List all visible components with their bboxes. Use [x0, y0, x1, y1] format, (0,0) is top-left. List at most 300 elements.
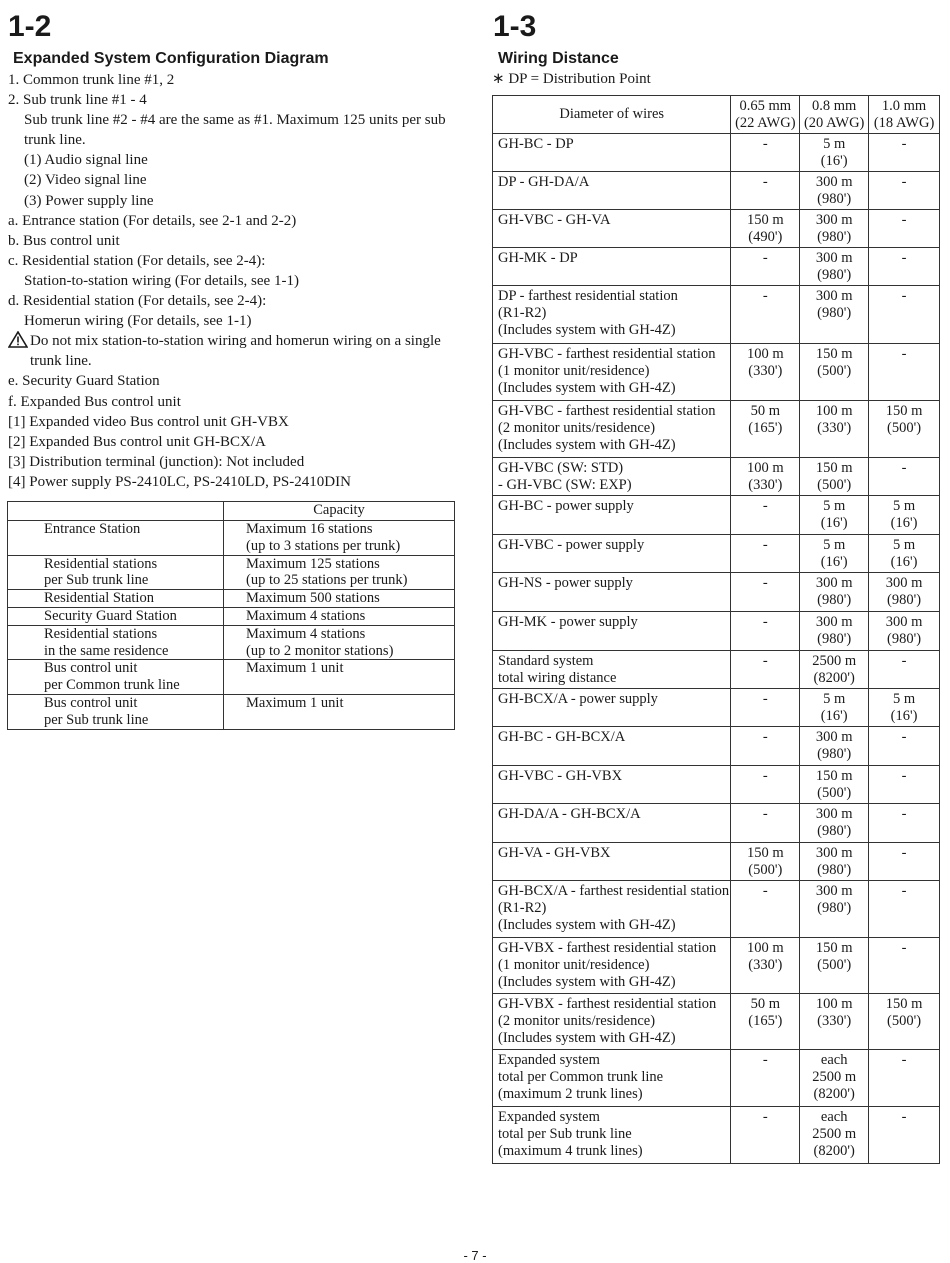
- wire-row: [493, 248, 940, 286]
- capacity-item: [8, 607, 224, 625]
- wire-row: [493, 1050, 940, 1107]
- wire-distance: [869, 651, 940, 689]
- capacity-value-line: (up to 25 stations per trunk): [246, 572, 408, 589]
- wire-distance-line: -: [762, 1052, 768, 1068]
- capacity-value-line: Maximum 4 stations: [246, 607, 366, 624]
- capacity-row: [8, 625, 455, 660]
- wire-route-line: GH-BC - power supply: [498, 498, 634, 514]
- wire-row: [493, 881, 940, 938]
- wire-row: [493, 344, 940, 401]
- wire-distance-line: (980'): [817, 190, 852, 207]
- wire-distance-line: (980'): [817, 228, 852, 245]
- wire-header-diameter: Diameter of wires: [493, 96, 731, 134]
- wire-row: [493, 994, 940, 1050]
- wire-distance: [731, 612, 800, 651]
- wire-route-line: GH-VBC - farthest residential station: [498, 346, 716, 362]
- wire-route-line: GH-BCX/A - power supply: [498, 691, 658, 707]
- wire-row: [493, 651, 940, 689]
- wire-distance-line: 150 m: [815, 460, 853, 476]
- wire-distance-line: 150 m: [885, 996, 923, 1012]
- wire-distance: [731, 496, 800, 535]
- wire-distance-line: 5 m: [823, 498, 846, 514]
- wire-distance-line: -: [901, 212, 907, 228]
- wire-distance-line: 100 m: [746, 940, 784, 956]
- capacity-item-line: per Common trunk line: [44, 677, 180, 694]
- wire-distance-line: 5 m: [892, 537, 916, 553]
- wire-distance: [731, 727, 800, 766]
- section-number-1-2: 1-2: [8, 10, 52, 43]
- wire-distance-line: (500'): [817, 956, 852, 973]
- wire-distance: [731, 843, 800, 881]
- wire-distance: [731, 804, 800, 843]
- wire-distance: [731, 210, 800, 248]
- wire-distance: [869, 248, 940, 286]
- wire-distance: [731, 651, 800, 689]
- wire-distance: [800, 535, 869, 573]
- wire-route-line: (Includes system with GH-4Z): [498, 436, 676, 453]
- wire-route-line: GH-VBC (SW: STD): [498, 460, 624, 476]
- wire-header-line: 0.8 mm: [812, 97, 857, 114]
- wire-distance: [800, 172, 869, 210]
- wire-distance-line: (165'): [748, 1012, 783, 1029]
- wire-distance: [731, 172, 800, 210]
- wire-distance-line: -: [901, 653, 907, 669]
- wire-distance: [869, 286, 940, 344]
- wire-distance: [731, 573, 800, 612]
- wire-distance: [869, 727, 940, 766]
- wire-distance: [869, 1050, 940, 1107]
- wire-route-line: DP - GH-DA/A: [498, 174, 590, 190]
- wire-route: [493, 1107, 731, 1164]
- wire-route-line: (R1-R2): [498, 899, 547, 916]
- capacity-table: [7, 501, 455, 730]
- wire-distance-line: 150 m: [815, 346, 853, 362]
- wire-distance: [800, 573, 869, 612]
- wire-distance-line: -: [762, 136, 768, 152]
- wire-distance: [869, 496, 940, 535]
- wire-route: [493, 172, 731, 210]
- wire-distance-line: (8200'): [813, 669, 855, 686]
- wire-distance: [800, 248, 869, 286]
- wire-route: [493, 727, 731, 766]
- wire-distance: [869, 573, 940, 612]
- wire-distance-line: 300 m: [815, 806, 853, 822]
- wire-distance: [800, 210, 869, 248]
- wiring-distance-table: [492, 95, 940, 1164]
- wire-header-line: (20 AWG): [803, 114, 865, 131]
- wire-distance-line: (330'): [817, 419, 852, 436]
- wire-distance: [869, 134, 940, 172]
- wire-distance: [869, 210, 940, 248]
- capacity-value-line: Maximum 1 unit: [246, 694, 344, 711]
- capacity-value-line: Maximum 4 stations: [246, 625, 366, 642]
- capacity-row: [8, 590, 455, 608]
- wire-route-line: GH-VBX - farthest residential station: [498, 996, 717, 1012]
- wire-distance-line: -: [901, 845, 907, 861]
- capacity-value-line: Maximum 125 stations: [246, 555, 380, 572]
- wire-distance-line: 300 m: [815, 614, 853, 630]
- wire-distance-line: 2500 m: [812, 653, 857, 669]
- wire-route: [493, 401, 731, 458]
- wire-distance-line: -: [901, 460, 907, 476]
- wire-distance: [731, 689, 800, 727]
- wire-distance-line: (980'): [817, 861, 852, 878]
- wire-distance-line: 2500 m: [812, 1068, 857, 1085]
- wire-row: [493, 134, 940, 172]
- wire-route: [493, 248, 731, 286]
- wire-route-line: (Includes system with GH-4Z): [498, 1029, 676, 1046]
- wire-route-line: (1 monitor unit/residence): [498, 956, 650, 973]
- wire-route: [493, 458, 731, 496]
- wire-route: [493, 881, 731, 938]
- capacity-row: [8, 607, 455, 625]
- legend-item: [3] Distribution terminal (junction): Not included: [8, 453, 305, 470]
- wire-distance: [869, 766, 940, 804]
- wire-header-gauge: [800, 96, 869, 134]
- capacity-item-line: Entrance Station: [44, 521, 141, 537]
- legend-item: (2) Video signal line: [24, 172, 147, 189]
- wire-row: [493, 401, 940, 458]
- wire-distance-line: 150 m: [815, 940, 853, 956]
- page-number: - 7 -: [463, 1248, 487, 1263]
- wire-distance: [800, 938, 869, 994]
- section-title-wiring: Wiring Distance: [498, 50, 619, 67]
- wire-distance-line: 300 m: [815, 174, 853, 190]
- wire-distance-line: -: [762, 498, 768, 514]
- wire-distance: [731, 458, 800, 496]
- wire-distance-line: 5 m: [823, 537, 846, 553]
- wire-distance: [731, 401, 800, 458]
- wire-distance: [800, 881, 869, 938]
- dp-note: ∗ DP = Distribution Point: [492, 71, 651, 87]
- wire-route: [493, 994, 731, 1050]
- wire-distance: [731, 248, 800, 286]
- wire-distance: [731, 881, 800, 938]
- wire-distance: [869, 401, 940, 458]
- capacity-header: Capacity: [224, 502, 455, 521]
- capacity-value: [224, 625, 455, 660]
- wire-distance: [731, 1107, 800, 1164]
- wire-distance-line: (980'): [817, 899, 852, 916]
- wire-distance-line: (330'): [748, 362, 783, 379]
- wire-distance-line: 300 m: [815, 883, 853, 899]
- wire-distance-line: (16'): [890, 514, 918, 531]
- legend-item: e. Security Guard Station: [8, 373, 160, 390]
- section-number-1-3: 1-3: [493, 10, 537, 43]
- wire-distance-line: 300 m: [885, 614, 923, 630]
- wire-row: [493, 804, 940, 843]
- legend-item: Homerun wiring (For details, see 1-1): [24, 313, 252, 330]
- wire-distance-line: -: [762, 691, 768, 707]
- wire-row: [493, 727, 940, 766]
- wire-distance-line: -: [901, 1109, 907, 1125]
- wire-distance-line: (500'): [817, 362, 852, 379]
- wire-route: [493, 573, 731, 612]
- configuration-legend: [8, 70, 458, 492]
- wire-distance-line: (8200'): [813, 1085, 855, 1102]
- wire-row: [493, 496, 940, 535]
- wire-row: [493, 573, 940, 612]
- wire-distance-line: 50 m: [750, 996, 780, 1012]
- legend-item: f. Expanded Bus control unit: [8, 393, 181, 410]
- legend-item: [2] Expanded Bus control unit GH-BCX/A: [8, 433, 266, 450]
- wire-route-line: GH-VBC - GH-VBX: [498, 768, 623, 784]
- wire-row: [493, 172, 940, 210]
- wire-route-line: total per Sub trunk line: [498, 1125, 632, 1142]
- wire-route: [493, 938, 731, 994]
- wire-distance: [731, 994, 800, 1050]
- wire-route-line: - GH-VBC (SW: EXP): [498, 476, 632, 493]
- wire-distance-line: 100 m: [815, 996, 853, 1012]
- wire-distance-line: (980'): [817, 745, 852, 762]
- wire-distance-line: (500'): [748, 861, 783, 878]
- wire-distance: [731, 766, 800, 804]
- capacity-item-line: Residential stations: [44, 625, 158, 642]
- wire-distance-line: -: [901, 136, 907, 152]
- wire-distance-line: -: [901, 174, 907, 190]
- wire-route: [493, 134, 731, 172]
- wire-header-gauge: [869, 96, 940, 134]
- wire-route-line: GH-VA - GH-VBX: [498, 845, 611, 861]
- legend-item: d. Residential station (For details, see 2-4):: [8, 293, 267, 310]
- capacity-value-line: (up to 3 stations per trunk): [246, 537, 401, 554]
- wire-distance: [800, 401, 869, 458]
- wire-route-line: Expanded system: [498, 1052, 600, 1068]
- wire-route: [493, 766, 731, 804]
- legend-item: [4] Power supply PS-2410LC, PS-2410LD, PS-2410DIN: [8, 473, 351, 490]
- wire-distance: [869, 994, 940, 1050]
- wire-distance-line: 2500 m: [812, 1125, 857, 1142]
- wire-distance: [800, 1050, 869, 1107]
- wire-distance-line: -: [901, 729, 907, 745]
- wire-route: [493, 689, 731, 727]
- wire-row: [493, 210, 940, 248]
- wire-distance-line: 5 m: [823, 691, 846, 707]
- wire-distance: [800, 804, 869, 843]
- capacity-item-line: Residential Station: [44, 590, 154, 607]
- wire-route: [493, 651, 731, 689]
- capacity-value-line: Maximum 500 stations: [246, 590, 380, 607]
- wire-distance: [800, 689, 869, 727]
- wire-distance: [869, 843, 940, 881]
- wire-distance-line: 100 m: [746, 460, 784, 476]
- capacity-header-blank: [8, 502, 224, 521]
- wire-row: [493, 843, 940, 881]
- wire-distance: [800, 843, 869, 881]
- wire-distance-line: 150 m: [746, 212, 784, 228]
- wire-route-line: GH-BCX/A - farthest residential station: [498, 883, 730, 899]
- wire-distance-line: -: [901, 346, 907, 362]
- warning-note: [8, 331, 458, 371]
- wire-distance-line: (500'): [817, 476, 852, 493]
- wire-distance-line: -: [762, 768, 768, 784]
- wire-distance-line: each: [820, 1109, 848, 1125]
- wire-distance-line: each: [820, 1052, 848, 1068]
- wire-route-line: DP - farthest residential station: [498, 288, 678, 304]
- capacity-item-line: Bus control unit: [44, 694, 138, 711]
- capacity-row: [8, 660, 455, 695]
- wire-distance: [731, 1050, 800, 1107]
- wire-route: [493, 843, 731, 881]
- legend-item: Station-to-station wiring (For details, see 1-1): [24, 272, 299, 289]
- wire-route: [493, 612, 731, 651]
- wire-route-line: GH-MK - DP: [498, 250, 578, 266]
- wire-distance: [869, 1107, 940, 1164]
- capacity-item: [8, 590, 224, 608]
- wire-distance-line: -: [901, 1052, 907, 1068]
- wire-distance: [800, 727, 869, 766]
- capacity-value: [224, 607, 455, 625]
- wire-distance: [869, 881, 940, 938]
- wire-distance: [800, 496, 869, 535]
- wire-distance: [800, 651, 869, 689]
- capacity-item: [8, 555, 224, 590]
- wire-distance-line: -: [901, 250, 907, 266]
- wire-distance: [869, 458, 940, 496]
- wire-route: [493, 210, 731, 248]
- wire-route-line: GH-NS - power supply: [498, 575, 633, 591]
- wire-distance-line: (980'): [887, 591, 922, 608]
- wire-distance: [731, 134, 800, 172]
- wire-distance-line: (980'): [817, 630, 852, 647]
- wire-distance-line: -: [901, 883, 907, 899]
- legend-item: b. Bus control unit: [8, 232, 120, 249]
- capacity-value-line: (up to 2 monitor stations): [246, 642, 394, 659]
- wire-distance-line: (330'): [817, 1012, 852, 1029]
- wire-distance: [800, 994, 869, 1050]
- wire-route-line: GH-BC - GH-BCX/A: [498, 729, 626, 745]
- capacity-value: [224, 694, 455, 729]
- wire-route-line: total per Common trunk line: [498, 1068, 664, 1085]
- wire-distance: [869, 172, 940, 210]
- capacity-item-line: Bus control unit: [44, 660, 138, 677]
- wire-distance-line: -: [762, 1109, 768, 1125]
- wire-route-line: total wiring distance: [498, 669, 617, 686]
- wire-distance-line: -: [762, 174, 768, 190]
- wire-distance-line: -: [762, 575, 768, 591]
- wire-row: [493, 766, 940, 804]
- legend-item: a. Entrance station (For details, see 2-1 and 2-2): [8, 212, 297, 229]
- wire-distance: [800, 612, 869, 651]
- wire-distance: [800, 134, 869, 172]
- wire-distance-line: 50 m: [750, 403, 780, 419]
- legend-item: 2. Sub trunk line #1 - 4: [8, 92, 147, 109]
- wire-distance-line: (500'): [817, 784, 852, 801]
- wire-route: [493, 496, 731, 535]
- wire-row: [493, 689, 940, 727]
- capacity-value-line: Maximum 1 unit: [246, 660, 344, 677]
- legend-item: c. Residential station (For details, see 2-4):: [8, 252, 266, 269]
- wire-distance-line: -: [901, 288, 907, 304]
- wire-distance-line: -: [762, 653, 768, 669]
- capacity-value: [224, 660, 455, 695]
- wire-distance: [731, 344, 800, 401]
- wire-distance: [869, 612, 940, 651]
- legend-item: Sub trunk line #2 - #4 are the same as #1. Maximum 125 units per sub trunk line.: [24, 112, 450, 149]
- wire-distance-line: (980'): [817, 591, 852, 608]
- wire-row: [493, 535, 940, 573]
- wire-route: [493, 1050, 731, 1107]
- wire-distance: [731, 938, 800, 994]
- capacity-item-line: per Sub trunk line: [44, 572, 149, 589]
- wire-route-line: (Includes system with GH-4Z): [498, 973, 676, 990]
- capacity-item-line: Security Guard Station: [44, 607, 177, 624]
- wire-route: [493, 286, 731, 344]
- wire-route-line: (2 monitor units/residence): [498, 1012, 656, 1029]
- wire-row: [493, 286, 940, 344]
- wire-distance-line: 300 m: [815, 212, 853, 228]
- wire-header-gauge: [731, 96, 800, 134]
- wire-distance-line: -: [901, 806, 907, 822]
- wire-route-line: (Includes system with GH-4Z): [498, 379, 676, 396]
- wire-distance-line: 150 m: [815, 768, 853, 784]
- wire-distance-line: 300 m: [815, 288, 853, 304]
- capacity-value: [224, 555, 455, 590]
- wire-distance-line: -: [762, 614, 768, 630]
- wire-distance-line: 5 m: [892, 691, 916, 707]
- wire-header-line: (22 AWG): [735, 114, 796, 131]
- wire-distance: [869, 689, 940, 727]
- legend-item: [1] Expanded video Bus control unit GH-VBX: [8, 413, 289, 430]
- capacity-item-line: in the same residence: [44, 642, 169, 659]
- wire-distance-line: (980'): [817, 822, 852, 839]
- wire-header-line: 1.0 mm: [881, 97, 927, 114]
- wire-distance: [869, 938, 940, 994]
- wire-distance-line: (16'): [820, 553, 848, 570]
- capacity-row: [8, 521, 455, 556]
- legend-item: 1. Common trunk line #1, 2: [8, 72, 175, 88]
- wire-distance-line: (980'): [887, 630, 922, 647]
- wire-route-line: GH-VBX - farthest residential station: [498, 940, 717, 956]
- wire-row: [493, 612, 940, 651]
- wire-distance-line: 300 m: [815, 845, 853, 861]
- wire-distance-line: (165'): [748, 419, 783, 436]
- wire-distance-line: (500'): [887, 419, 922, 436]
- wire-route-line: Expanded system: [498, 1109, 600, 1125]
- wire-distance: [869, 804, 940, 843]
- capacity-value: [224, 590, 455, 608]
- wire-route-line: (R1-R2): [498, 304, 547, 321]
- wire-route-line: GH-VBC - GH-VA: [498, 212, 611, 228]
- wire-distance-line: 300 m: [885, 575, 923, 591]
- wire-row: [493, 458, 940, 496]
- capacity-value: [224, 521, 455, 556]
- wire-distance-line: 150 m: [746, 845, 784, 861]
- wire-distance: [731, 286, 800, 344]
- capacity-row: [8, 555, 455, 590]
- capacity-item-line: per Sub trunk line: [44, 711, 149, 728]
- wire-header-line: 0.65 mm: [739, 97, 792, 114]
- wire-distance-line: (16'): [890, 553, 918, 570]
- wire-distance-line: 300 m: [815, 575, 853, 591]
- wire-distance-line: (16'): [890, 707, 918, 724]
- wire-distance-line: -: [762, 250, 768, 266]
- wire-distance-line: (16'): [820, 514, 848, 531]
- wire-distance-line: -: [762, 729, 768, 745]
- wire-distance-line: -: [762, 883, 768, 899]
- wire-distance-line: 100 m: [815, 403, 853, 419]
- capacity-item: [8, 660, 224, 695]
- wire-distance: [800, 1107, 869, 1164]
- capacity-item: [8, 521, 224, 556]
- wire-distance-line: (490'): [748, 228, 783, 245]
- wire-distance-line: (330'): [748, 476, 783, 493]
- wire-distance: [800, 458, 869, 496]
- wire-route-line: (2 monitor units/residence): [498, 419, 656, 436]
- wire-route-line: GH-DA/A - GH-BCX/A: [498, 806, 641, 822]
- legend-item: (1) Audio signal line: [24, 152, 148, 169]
- capacity-item-line: Residential stations: [44, 555, 158, 572]
